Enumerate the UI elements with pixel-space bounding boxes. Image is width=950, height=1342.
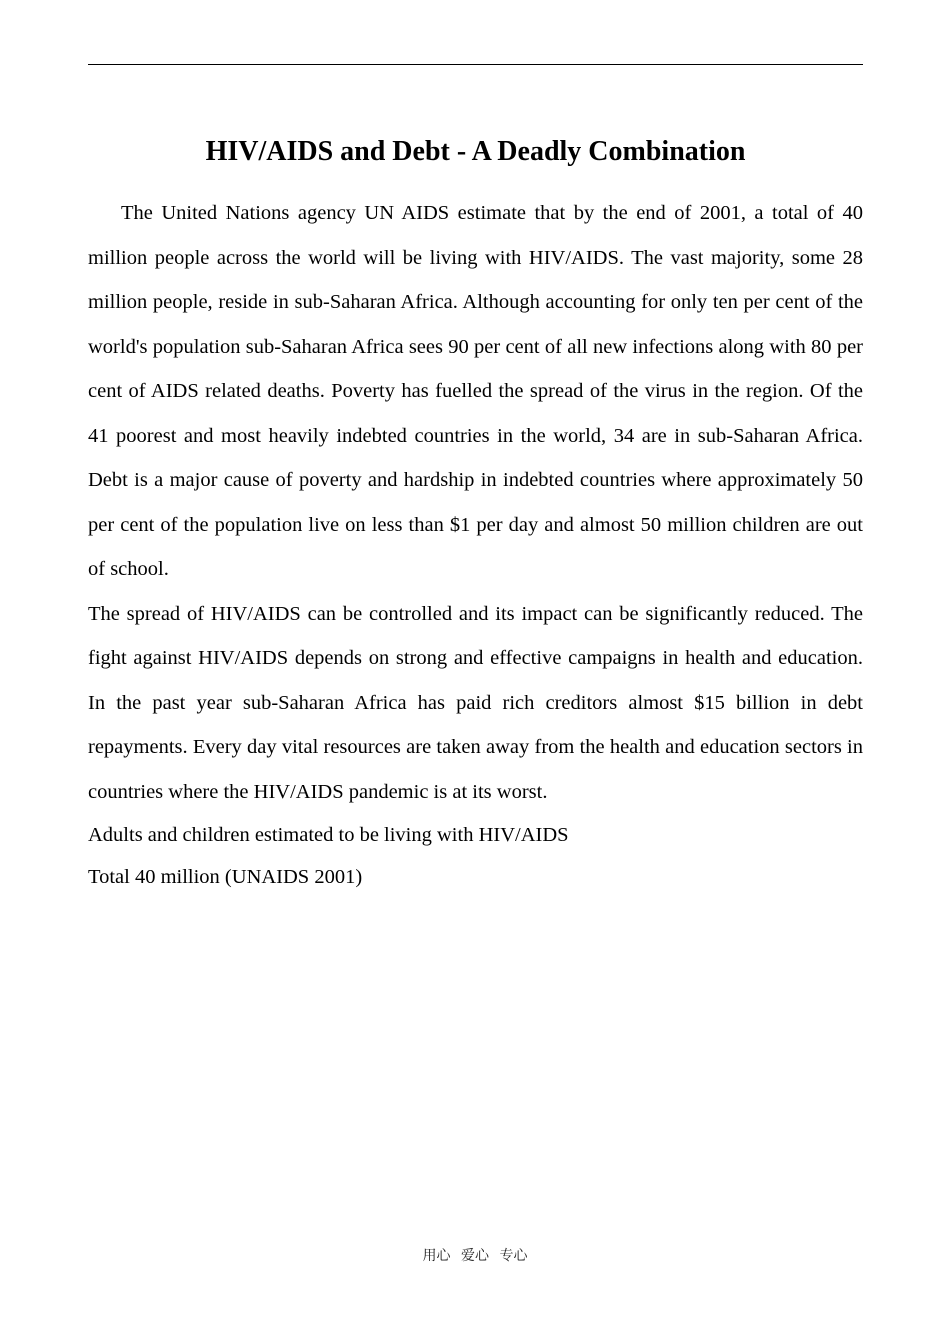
paragraph-1: The United Nations agency UN AIDS estimate that by the end of 2001, a total of 40 million people across the world will be living with HIV/AIDS. The vast majority, some 28 million people, reside in sub-Saharan Africa. Although accounting for only ten per cent of the world's population sub-Saharan Africa sees 90 per cent of all new infections along with 80 per cent of AIDS related deaths. Poverty has fuelled the spread of the virus in the region. Of the 41 poorest and most heavily indebted countries in the world, 34 are in sub-Saharan Africa. Debt is a major cause of poverty and hardship in indebted countries where approximately 50 per cent of the population live on less than $1 per day and almost 50 million children are out of school. [88,202,863,580]
caption-line-1: Adults and children estimated to be living with HIV/AIDS [88,824,569,846]
page-footer: 用心 爱心 专心 [422,1248,528,1264]
document-title: HIV/AIDS and Debt - A Deadly Combination [205,136,746,167]
document-body [88,191,863,898]
paragraph-2: The spread of HIV/AIDS can be controlled and its impact can be significantly reduced. The fight against HIV/AIDS depends on strong and effective campaigns in health and education. In the past year sub-Saharan Africa has paid rich creditors almost $15 billion in debt repayments. Every day vital resources are taken away from the health and education sectors in countries where the HIV/AIDS pandemic is at its worst. [88,602,863,803]
caption-line-2: Total 40 million (UNAIDS 2001) [88,866,363,888]
header-rule [88,64,863,65]
